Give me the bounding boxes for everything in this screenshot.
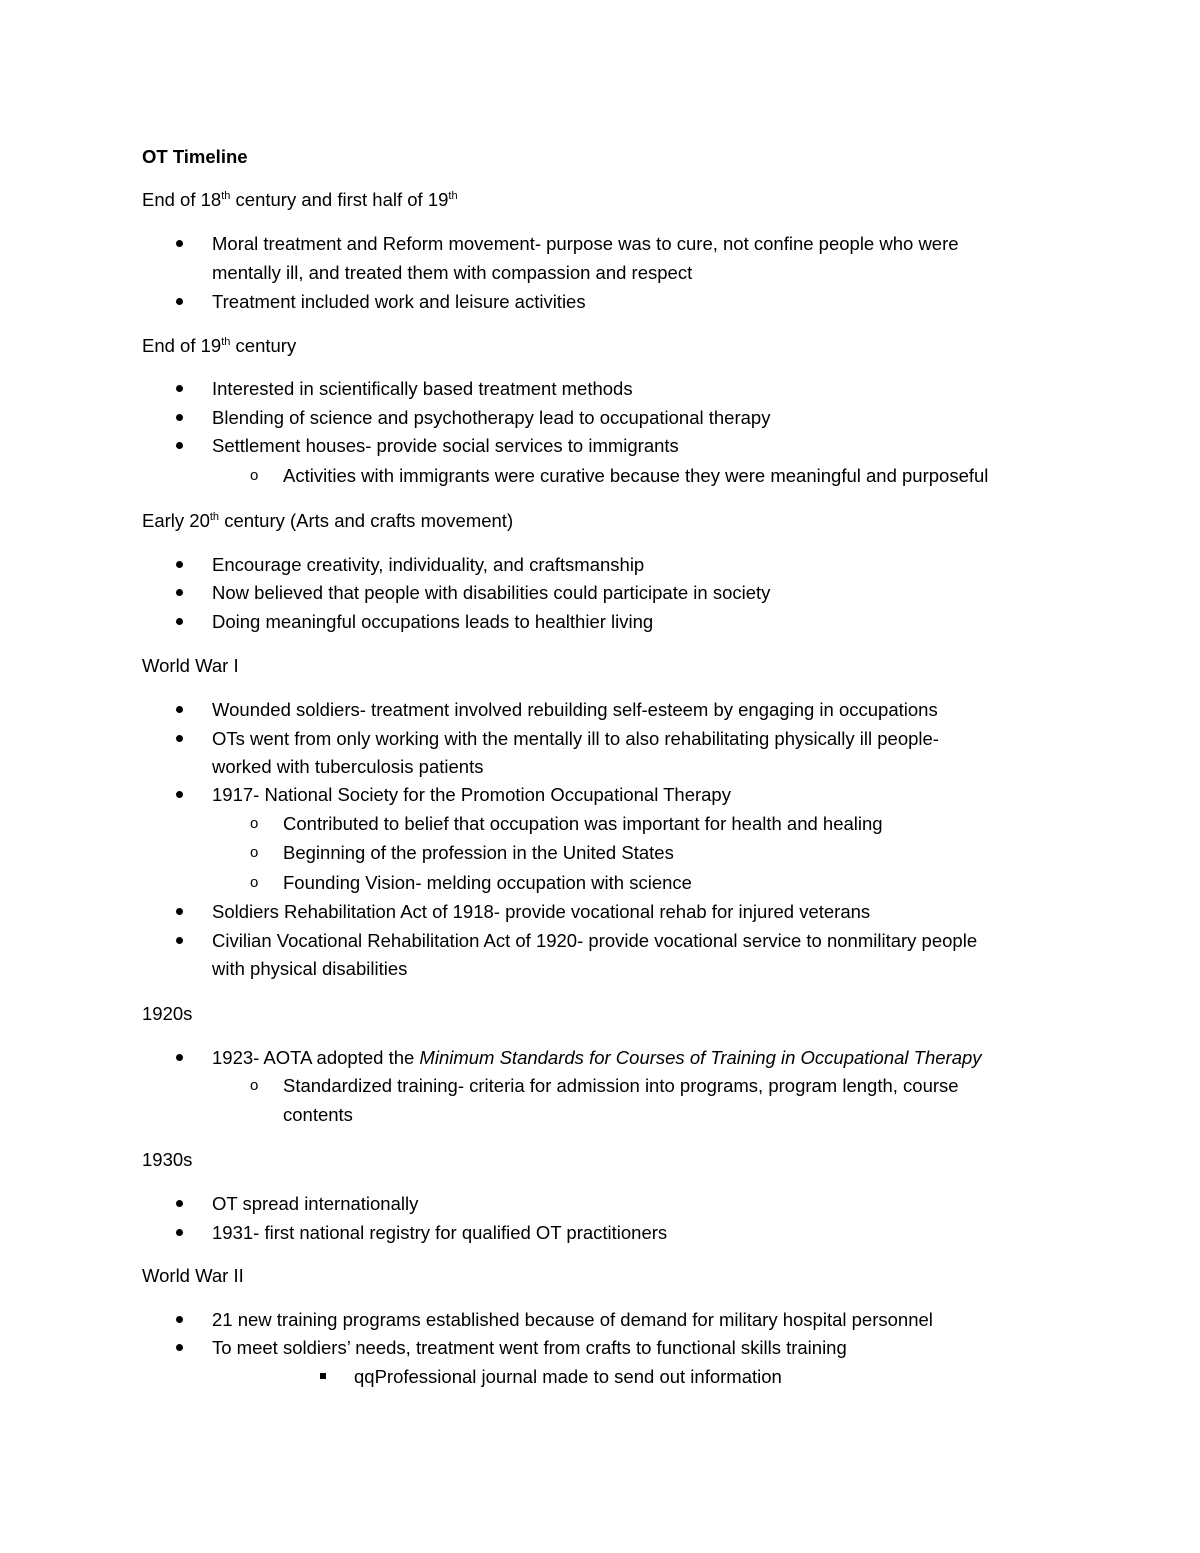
heading-text: Early 20 <box>142 510 210 531</box>
bullet-icon <box>176 937 183 944</box>
section-heading: 1930s <box>142 1149 193 1170</box>
sub-bullet-icon: o <box>250 844 259 861</box>
bullet-icon <box>176 1344 183 1351</box>
bullet-icon <box>176 298 183 305</box>
list-item-continuation: worked with tuberculosis patients <box>212 756 484 777</box>
bullet-icon <box>176 589 183 596</box>
bullet-icon <box>176 1316 183 1323</box>
list-item-continuation: mentally ill, and treated them with compassion and respect <box>212 262 693 283</box>
list-item: 21 new training programs established because of demand for military hospital personnel <box>212 1309 933 1330</box>
bullet-icon <box>176 1200 183 1207</box>
bullet-icon <box>176 1054 183 1061</box>
list-item: OTs went from only working with the mentally ill to also rehabilitating physically ill people- <box>212 728 939 749</box>
list-item <box>212 1046 982 1070</box>
sub-list-item: Beginning of the profession in the United States <box>283 842 674 863</box>
superscript: th <box>448 190 458 202</box>
list-item: Civilian Vocational Rehabilitation Act of 1920- provide vocational service to nonmilitary people <box>212 930 978 951</box>
list-item: Soldiers Rehabilitation Act of 1918- provide vocational rehab for injured veterans <box>212 901 871 922</box>
sub-list-item: Standardized training- criteria for admission into programs, program length, course <box>283 1075 959 1096</box>
list-item: Treatment included work and leisure activities <box>212 291 586 312</box>
section-heading <box>142 509 513 533</box>
list-item: Settlement houses- provide social services to immigrants <box>212 435 679 456</box>
sub-bullet-icon: o <box>250 874 259 891</box>
sub-bullet-icon: o <box>250 815 259 832</box>
heading-text: century and first half of 19 <box>230 189 449 210</box>
list-item-text: 1923- AOTA adopted the <box>212 1047 420 1068</box>
sub-bullet-icon: o <box>250 467 259 484</box>
sub-list-item: Founding Vision- melding occupation with science <box>283 872 692 893</box>
section-heading: World War I <box>142 655 239 676</box>
bullet-icon <box>176 791 183 798</box>
list-item-continuation: with physical disabilities <box>212 958 408 979</box>
document-title-italic: Minimum Standards for Courses of Training in Occupational Therapy <box>419 1047 982 1068</box>
list-item: Encourage creativity, individuality, and craftsmanship <box>212 554 645 575</box>
sub-list-item: Activities with immigrants were curative because they were meaningful and purposeful <box>283 465 989 486</box>
bullet-icon <box>176 414 183 421</box>
bullet-icon <box>176 385 183 392</box>
sub-list-item-continuation: contents <box>283 1104 353 1125</box>
heading-text: End of 18 <box>142 189 222 210</box>
sub-sub-list-item: qqProfessional journal made to send out information <box>354 1366 782 1387</box>
section-heading: World War II <box>142 1265 244 1286</box>
bullet-icon <box>176 618 183 625</box>
sub-bullet-icon: o <box>250 1077 259 1094</box>
bullet-icon <box>176 442 183 449</box>
heading-text: End of 19 <box>142 335 222 356</box>
list-item: Moral treatment and Reform movement- purpose was to cure, not confine people who were <box>212 233 959 254</box>
bullet-icon <box>176 1229 183 1236</box>
bullet-icon <box>176 706 183 713</box>
list-item: Now believed that people with disabilities could participate in society <box>212 582 771 603</box>
list-item: OT spread internationally <box>212 1193 419 1214</box>
bullet-icon <box>176 908 183 915</box>
square-bullet-icon <box>320 1373 326 1379</box>
list-item: Interested in scientifically based treatment methods <box>212 378 633 399</box>
superscript: th <box>221 336 231 348</box>
superscript: th <box>221 190 231 202</box>
section-heading <box>142 188 458 212</box>
list-item: 1917- National Society for the Promotion Occupational Therapy <box>212 784 731 805</box>
superscript: th <box>209 511 220 523</box>
page-title: OT Timeline <box>142 146 248 167</box>
heading-text: century <box>230 335 297 356</box>
list-item: Wounded soldiers- treatment involved rebuilding self-esteem by engaging in occupations <box>212 699 938 720</box>
list-item: To meet soldiers’ needs, treatment went from crafts to functional skills training <box>212 1337 847 1358</box>
bullet-icon <box>176 240 183 247</box>
section-heading: 1920s <box>142 1003 193 1024</box>
heading-text: century (Arts and crafts movement) <box>219 510 514 531</box>
list-item: Blending of science and psychotherapy lead to occupational therapy <box>212 407 771 428</box>
list-item: Doing meaningful occupations leads to healthier living <box>212 611 654 632</box>
section-heading <box>142 334 296 358</box>
sub-list-item: Contributed to belief that occupation was important for health and healing <box>283 813 883 834</box>
bullet-icon <box>176 735 183 742</box>
list-item: 1931- first national registry for qualified OT practitioners <box>212 1222 668 1243</box>
bullet-icon <box>176 561 183 568</box>
